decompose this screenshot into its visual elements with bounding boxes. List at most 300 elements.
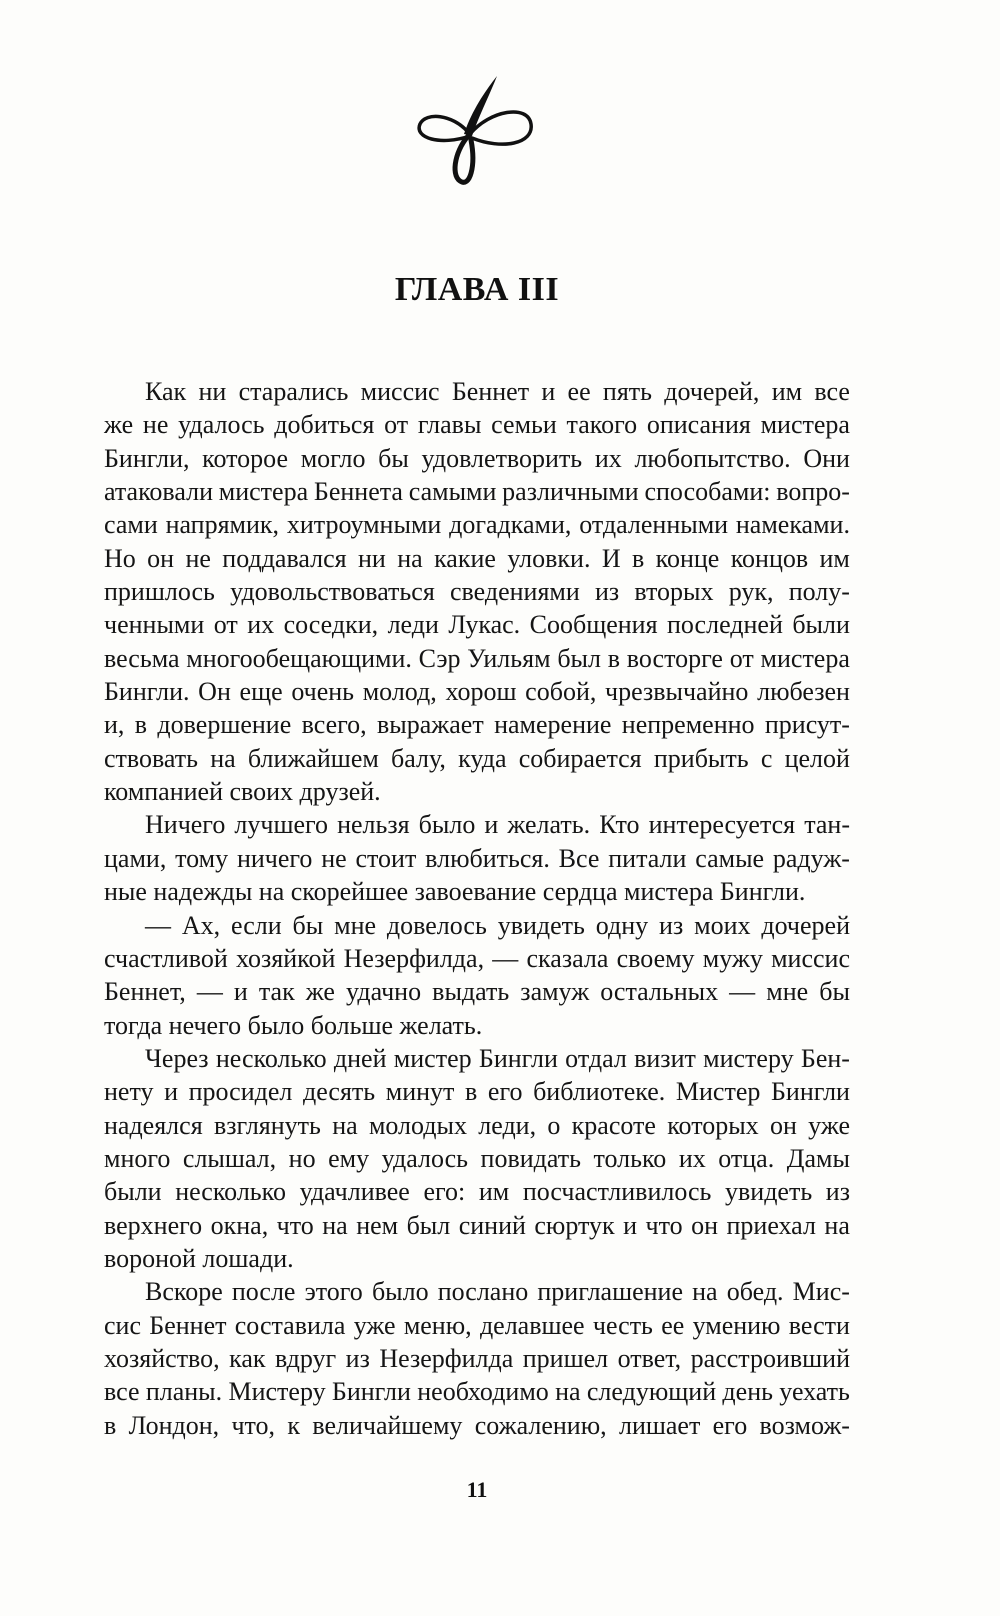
word: взглянуть bbox=[213, 1110, 321, 1140]
word: же bbox=[104, 410, 134, 440]
word: о bbox=[547, 1110, 561, 1140]
word: на bbox=[692, 1277, 718, 1307]
word: Лондон, bbox=[128, 1410, 220, 1440]
word: Бингли, bbox=[104, 443, 190, 473]
word: так bbox=[258, 977, 295, 1007]
word: Сообщения bbox=[529, 610, 658, 640]
text-line bbox=[104, 475, 850, 508]
word: все bbox=[814, 377, 850, 406]
text-line bbox=[104, 1342, 850, 1375]
word: Они bbox=[803, 443, 850, 473]
word: составила bbox=[234, 1310, 346, 1340]
word: был bbox=[557, 643, 601, 673]
word: ствовать bbox=[104, 743, 199, 773]
word: моих bbox=[694, 910, 751, 940]
word: синий bbox=[458, 1210, 526, 1240]
word: хорош bbox=[445, 677, 517, 707]
word: обед. bbox=[726, 1277, 784, 1307]
word: соседки, bbox=[283, 610, 379, 640]
word: Все bbox=[558, 843, 600, 873]
word: такого bbox=[566, 410, 638, 440]
word: мистера bbox=[760, 643, 850, 673]
word: не bbox=[185, 543, 211, 573]
word: сведениями bbox=[449, 577, 580, 607]
word: его bbox=[487, 1077, 523, 1107]
word: лишает bbox=[618, 1410, 701, 1440]
word: библиотеке. bbox=[533, 1077, 666, 1107]
word: влюбиться. bbox=[425, 843, 550, 873]
word: всего, bbox=[301, 710, 367, 740]
calligraphic-flourish-icon bbox=[400, 70, 560, 195]
word: сказала bbox=[526, 943, 609, 973]
flourish-bottom-loop bbox=[455, 134, 473, 182]
text-line bbox=[104, 608, 850, 641]
text-line bbox=[104, 942, 850, 975]
word: делавшее bbox=[479, 1310, 585, 1340]
word: хозяйкой bbox=[236, 943, 336, 973]
word: очень bbox=[291, 677, 355, 707]
word: Незерфилда, bbox=[343, 943, 485, 973]
word: миссис bbox=[360, 377, 440, 406]
word: Но bbox=[104, 543, 136, 573]
word: просидел bbox=[188, 1077, 293, 1107]
word: пять bbox=[602, 377, 653, 406]
word: из bbox=[594, 577, 620, 607]
word: но bbox=[288, 1143, 316, 1173]
word: Сэр bbox=[418, 643, 461, 673]
word: чрезвычайно bbox=[605, 677, 749, 707]
word: Мистеру bbox=[228, 1377, 326, 1407]
word: им bbox=[478, 1177, 510, 1207]
word: как bbox=[229, 1343, 266, 1373]
word: описания bbox=[646, 410, 751, 440]
word: — bbox=[492, 943, 519, 973]
word: Вскоре bbox=[145, 1277, 223, 1307]
word: Беннет, bbox=[104, 977, 186, 1007]
word: ченными bbox=[104, 610, 205, 640]
word: отдаленными bbox=[579, 510, 729, 540]
word: пришлось bbox=[104, 577, 215, 607]
word: концов bbox=[730, 543, 809, 573]
word: был bbox=[406, 1210, 451, 1240]
text-line bbox=[104, 642, 850, 675]
word: и bbox=[623, 1210, 638, 1240]
word: собой, bbox=[525, 677, 597, 707]
word: честь bbox=[592, 1310, 653, 1340]
text-line bbox=[104, 1142, 850, 1175]
word: уловки. bbox=[507, 543, 591, 573]
word: тан- bbox=[804, 810, 850, 840]
word: Как bbox=[145, 377, 187, 406]
word: послано bbox=[437, 1277, 529, 1307]
word: Беннет bbox=[149, 1310, 227, 1340]
word: ее bbox=[567, 377, 591, 406]
word: удовлетворить bbox=[421, 443, 583, 473]
word: удачливее bbox=[299, 1177, 410, 1207]
word: куда bbox=[458, 743, 507, 773]
word: напрямик, bbox=[165, 510, 280, 540]
word: в bbox=[134, 710, 148, 740]
word: умению bbox=[692, 1310, 781, 1340]
word: сюртук bbox=[534, 1210, 615, 1240]
word: леди, bbox=[478, 1110, 537, 1140]
paragraph bbox=[104, 1042, 850, 1275]
word: довелось bbox=[386, 910, 487, 940]
word: и bbox=[233, 977, 248, 1007]
word: уже bbox=[808, 1110, 850, 1140]
word: верхнего bbox=[104, 1210, 203, 1240]
word: поддавался bbox=[222, 543, 347, 573]
word: мистера bbox=[760, 410, 850, 440]
word: Бингли. bbox=[104, 677, 190, 707]
paragraph bbox=[104, 909, 850, 1042]
word: различными bbox=[502, 477, 639, 507]
word: семьи bbox=[491, 410, 557, 440]
word: на bbox=[397, 543, 423, 573]
word: хозяйство, bbox=[104, 1343, 220, 1373]
word: им bbox=[819, 543, 850, 573]
word: из bbox=[659, 910, 684, 940]
word: сис bbox=[104, 1310, 141, 1340]
word: вдруг bbox=[275, 1343, 337, 1373]
word: питали bbox=[608, 843, 687, 873]
word: его bbox=[712, 1410, 748, 1440]
word: же bbox=[305, 977, 335, 1007]
word: мистеру bbox=[703, 1043, 794, 1073]
text-line bbox=[104, 542, 850, 575]
text-line bbox=[104, 909, 850, 942]
word: миссис bbox=[771, 943, 850, 973]
word: своему bbox=[616, 943, 695, 973]
word: мне bbox=[766, 977, 809, 1007]
word: Мис- bbox=[792, 1277, 850, 1307]
word: Незерфилда bbox=[379, 1343, 514, 1373]
word: были bbox=[104, 1177, 162, 1207]
word: цами, bbox=[104, 843, 167, 873]
word: не bbox=[321, 843, 347, 873]
word: удалось bbox=[178, 410, 265, 440]
word: бы bbox=[819, 977, 850, 1007]
word: собирается bbox=[518, 743, 642, 773]
word: вести bbox=[788, 1310, 850, 1340]
word: на bbox=[322, 1210, 348, 1240]
chapter-text bbox=[104, 375, 850, 1442]
word: их bbox=[678, 1143, 706, 1173]
word: и bbox=[164, 1077, 179, 1107]
word: уже bbox=[353, 1310, 396, 1340]
word: в bbox=[465, 1077, 478, 1107]
word: и bbox=[484, 810, 499, 840]
word: этого bbox=[304, 1277, 363, 1307]
word: от bbox=[384, 410, 409, 440]
text-line bbox=[104, 708, 850, 741]
word: только bbox=[593, 1143, 667, 1173]
word: — bbox=[196, 977, 223, 1007]
word: остальных bbox=[600, 977, 719, 1007]
text-line: тогда нечего было больше желать. bbox=[104, 1010, 483, 1040]
word: присут- bbox=[764, 710, 850, 740]
word: окна, bbox=[210, 1210, 269, 1240]
word: от bbox=[729, 643, 754, 673]
word: конце bbox=[655, 543, 720, 573]
word: желать. bbox=[507, 810, 591, 840]
word: любопытство. bbox=[634, 443, 791, 473]
word: слышал, bbox=[182, 1143, 277, 1173]
word: были bbox=[792, 610, 850, 640]
word: десять bbox=[303, 1077, 376, 1107]
word: одну bbox=[595, 910, 649, 940]
flourish-quill-stroke bbox=[464, 76, 497, 136]
word: которых bbox=[667, 1110, 759, 1140]
word: Беннета bbox=[313, 477, 403, 507]
word: выдать bbox=[432, 977, 510, 1007]
word: — bbox=[729, 977, 756, 1007]
word: после bbox=[231, 1277, 296, 1307]
word: ее bbox=[661, 1310, 685, 1340]
word: Бингли bbox=[478, 1043, 558, 1073]
word: сами bbox=[104, 510, 158, 540]
word: несколько bbox=[215, 1043, 327, 1073]
word: много bbox=[104, 1143, 171, 1173]
word: любезен bbox=[757, 677, 850, 707]
word: могло bbox=[300, 443, 366, 473]
word: их bbox=[247, 610, 275, 640]
word: Ах, bbox=[181, 910, 221, 940]
word: ответ, bbox=[617, 1343, 682, 1373]
word: Бингли bbox=[331, 1377, 411, 1407]
word: увидеть bbox=[725, 1177, 813, 1207]
page-number: 11 bbox=[466, 1477, 488, 1502]
text-line bbox=[104, 842, 850, 875]
word: Бен- bbox=[800, 1043, 850, 1073]
word: еще bbox=[239, 677, 283, 707]
word: и bbox=[541, 377, 556, 406]
text-line bbox=[104, 742, 850, 775]
word: Через bbox=[145, 1043, 209, 1073]
word: нету bbox=[104, 1077, 154, 1107]
word: ничего bbox=[236, 843, 313, 873]
word: в bbox=[632, 543, 645, 573]
word: самыми bbox=[408, 477, 497, 507]
word: приехал bbox=[726, 1210, 816, 1240]
word: ближайшем bbox=[247, 743, 379, 773]
flourish-left-loop bbox=[419, 116, 470, 140]
word: мне bbox=[334, 910, 377, 940]
word: намеками. bbox=[735, 510, 850, 540]
paragraph bbox=[104, 808, 850, 908]
word: что bbox=[276, 1210, 314, 1240]
word: дочерей, bbox=[664, 377, 760, 406]
word: величайшему bbox=[312, 1410, 463, 1440]
word: полу- bbox=[788, 577, 850, 607]
word: на bbox=[210, 743, 236, 773]
word: тому bbox=[175, 843, 229, 873]
word: он bbox=[691, 1210, 719, 1240]
text-line bbox=[104, 1409, 850, 1442]
word: следующий bbox=[586, 1377, 717, 1407]
word: Ничего bbox=[145, 810, 226, 840]
word: молодых bbox=[368, 1110, 467, 1140]
word: увидеть bbox=[497, 910, 585, 940]
paragraph bbox=[104, 375, 850, 808]
word: интересуется bbox=[648, 810, 796, 840]
word: Бингли bbox=[770, 1077, 850, 1107]
word: восторге bbox=[626, 643, 723, 673]
word: меню, bbox=[403, 1310, 472, 1340]
word: что, bbox=[231, 1410, 276, 1440]
word: главы bbox=[417, 410, 482, 440]
text-line bbox=[104, 575, 850, 608]
word: красоте bbox=[571, 1110, 656, 1140]
word: Кто bbox=[599, 810, 640, 840]
word: мистера bbox=[218, 477, 309, 507]
word: добиться bbox=[274, 410, 375, 440]
word: было bbox=[371, 1277, 429, 1307]
word: Лукас. bbox=[448, 610, 521, 640]
word: с bbox=[760, 743, 773, 773]
word: визит bbox=[634, 1043, 696, 1073]
word: уехать bbox=[779, 1377, 850, 1407]
word: хитроумными bbox=[286, 510, 442, 540]
word: отдал bbox=[565, 1043, 627, 1073]
word: мужу bbox=[702, 943, 763, 973]
word: на bbox=[824, 1210, 850, 1240]
word: атаковали bbox=[104, 477, 213, 507]
word: к bbox=[287, 1410, 301, 1440]
word: прибыть bbox=[653, 743, 749, 773]
word: он bbox=[769, 1110, 797, 1140]
word: необходимо bbox=[417, 1377, 549, 1407]
word: из bbox=[825, 1177, 850, 1207]
word: способами: bbox=[644, 477, 771, 507]
word: Дамы bbox=[786, 1143, 850, 1173]
text-line: вороной лошади. bbox=[104, 1243, 294, 1273]
word: и, bbox=[104, 710, 125, 740]
word: вопро- bbox=[776, 477, 850, 507]
word: целой bbox=[784, 743, 850, 773]
text-line bbox=[104, 808, 850, 841]
word: бы bbox=[378, 443, 409, 473]
word: из bbox=[345, 1343, 370, 1373]
word: им bbox=[771, 377, 803, 406]
word: последней bbox=[667, 610, 783, 640]
word: было bbox=[418, 810, 476, 840]
word: бы bbox=[292, 910, 324, 940]
word: счастливой bbox=[104, 943, 228, 973]
word: от bbox=[213, 610, 238, 640]
word: нем bbox=[356, 1210, 399, 1240]
word: непременно bbox=[621, 710, 755, 740]
word: что bbox=[645, 1210, 683, 1240]
word: многообещающими. bbox=[186, 643, 412, 673]
word: стоит bbox=[355, 843, 417, 873]
word: не bbox=[142, 410, 169, 440]
word: дочерей bbox=[761, 910, 850, 940]
word: минут bbox=[385, 1077, 455, 1107]
word: ему bbox=[328, 1143, 370, 1173]
word: выражает bbox=[377, 710, 484, 740]
text-line bbox=[104, 1075, 850, 1108]
text-line bbox=[104, 375, 850, 408]
word: приглашение bbox=[537, 1277, 684, 1307]
word: радуж- bbox=[772, 843, 850, 873]
word: надеялся bbox=[104, 1110, 203, 1140]
word: догадками, bbox=[449, 510, 572, 540]
word: удачно bbox=[346, 977, 422, 1007]
word: удовольствоваться bbox=[230, 577, 435, 607]
word: нельзя bbox=[337, 810, 410, 840]
word: Беннет bbox=[451, 377, 530, 406]
word: сожалению, bbox=[474, 1410, 607, 1440]
text-line bbox=[104, 1109, 850, 1142]
text-line bbox=[104, 675, 850, 708]
word: посчастливилось bbox=[522, 1177, 712, 1207]
text-line: компанией своих друзей. bbox=[104, 777, 381, 807]
word: возмож- bbox=[759, 1410, 850, 1440]
word: ни bbox=[358, 543, 386, 573]
word: Он bbox=[198, 677, 231, 707]
text-line bbox=[104, 1275, 850, 1308]
text-line bbox=[104, 442, 850, 475]
word: повидать bbox=[480, 1143, 581, 1173]
word: дней bbox=[333, 1043, 387, 1073]
word: замуж bbox=[520, 977, 590, 1007]
word: если bbox=[231, 910, 282, 940]
word: расстроивший bbox=[690, 1343, 850, 1373]
text-line bbox=[104, 1175, 850, 1208]
word: Мистер bbox=[675, 1077, 761, 1107]
word: все bbox=[104, 1377, 140, 1407]
text-line bbox=[104, 508, 850, 541]
word: старались bbox=[238, 377, 349, 406]
word: лучшего bbox=[234, 810, 329, 840]
word: Уильям bbox=[467, 643, 551, 673]
word: довершение bbox=[157, 710, 292, 740]
word: ни bbox=[198, 377, 227, 406]
word: планы. bbox=[145, 1377, 223, 1407]
word: день bbox=[722, 1377, 773, 1407]
word: вторых bbox=[634, 577, 714, 607]
word: мистер bbox=[393, 1043, 472, 1073]
word: весьма bbox=[104, 643, 180, 673]
word: несколько bbox=[175, 1177, 286, 1207]
word: какие bbox=[434, 543, 496, 573]
word: пришел bbox=[522, 1343, 609, 1373]
word: намерение bbox=[494, 710, 612, 740]
text-line bbox=[104, 408, 850, 441]
word: отца. bbox=[718, 1143, 775, 1173]
word: он bbox=[147, 543, 175, 573]
word: удалось bbox=[381, 1143, 469, 1173]
word: балу, bbox=[391, 743, 446, 773]
text-line bbox=[104, 1309, 850, 1342]
word: самые bbox=[695, 843, 765, 873]
text-line bbox=[104, 1042, 850, 1075]
chapter-title: ГЛАВА III bbox=[394, 271, 560, 308]
paragraph bbox=[104, 1275, 850, 1442]
word: его: bbox=[423, 1177, 466, 1207]
word: рук, bbox=[728, 577, 774, 607]
word: на bbox=[555, 1377, 581, 1407]
text-line bbox=[104, 975, 850, 1008]
word: которое bbox=[202, 443, 289, 473]
word: — bbox=[145, 910, 171, 940]
word: молод, bbox=[362, 677, 437, 707]
word: на bbox=[332, 1110, 358, 1140]
word: леди bbox=[387, 610, 439, 640]
text-line bbox=[104, 1209, 850, 1242]
text-line: ные надежды на скорейшее завоевание сердца мистера Бингли. bbox=[104, 877, 806, 907]
